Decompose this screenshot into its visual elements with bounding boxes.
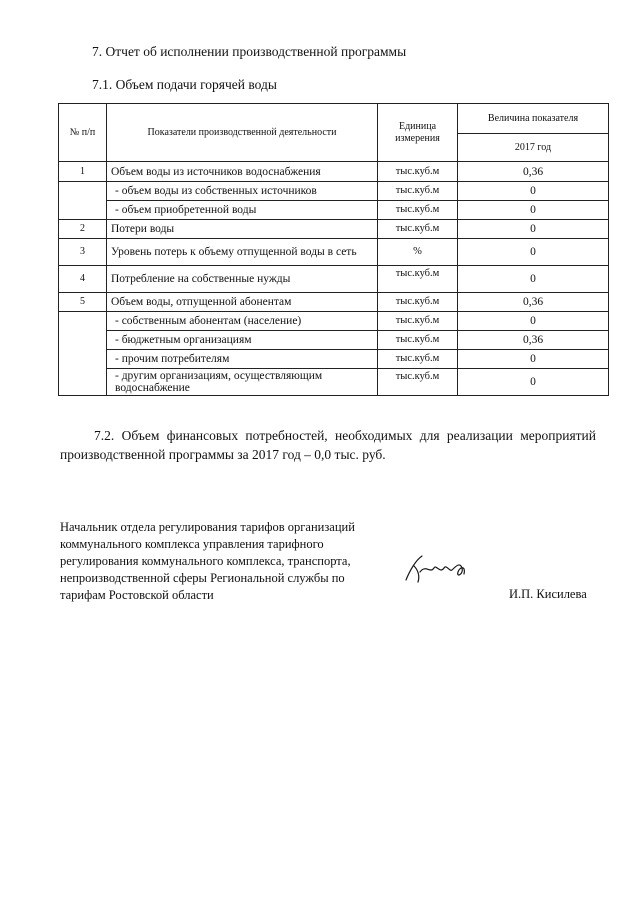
row-value: 0,36 [458, 331, 609, 350]
signatory-position [60, 519, 390, 604]
subsection-heading: 7.1. Объем подачи горячей воды [92, 77, 277, 92]
signatory-line: коммунального комплекса управления тарифного [60, 537, 324, 551]
row-unit: тыс.куб.м [378, 220, 458, 239]
section-heading: 7. Отчет об исполнении производственной программы [92, 44, 407, 59]
row-number: 5 [59, 293, 107, 312]
row-number-empty [59, 182, 107, 220]
row-unit: тыс.куб.м [378, 331, 458, 350]
row-unit: тыс.куб.м [378, 369, 458, 396]
signatory-line: тарифам Ростовской области [60, 588, 214, 602]
row-unit: тыс.куб.м [378, 182, 458, 201]
row-unit: тыс.куб.м [378, 312, 458, 331]
row-value: 0 [458, 369, 609, 396]
row-unit: тыс.куб.м [378, 266, 458, 293]
header-value: Величина показателя [458, 104, 609, 134]
row-unit: тыс.куб.м [378, 350, 458, 369]
header-indicator: Показатели производственной деятельности [107, 104, 378, 162]
row-indicator: Потребление на собственные нужды [107, 266, 378, 293]
row-value: 0 [458, 239, 609, 266]
table-row [59, 182, 609, 201]
financial-needs-paragraph: 7.2. Объем финансовых потребностей, необходимых для реализации мероприятий производственной программы за 2017 год – 0,0 тыс. руб. [60, 428, 596, 462]
row-indicator: Потери воды [107, 220, 378, 239]
row-unit: % [378, 239, 458, 266]
row-value: 0 [458, 266, 609, 293]
table-row [59, 239, 609, 266]
header-year: 2017 год [458, 134, 609, 162]
header-unit: Единица измерения [378, 104, 458, 162]
row-indicator: Объем воды, отпущенной абонентам [107, 293, 378, 312]
row-number: 2 [59, 220, 107, 239]
row-number-empty [59, 312, 107, 396]
row-indicator: - прочим потребителям [107, 350, 378, 369]
row-indicator: - другим организациям, осуществляющим водоснабжение [107, 369, 378, 396]
row-indicator: - объем приобретенной воды [107, 201, 378, 220]
row-value: 0 [458, 312, 609, 331]
signatory-line: Начальник отдела регулирования тарифов организаций [60, 520, 355, 534]
row-value: 0,36 [458, 162, 609, 182]
table-row [59, 201, 609, 220]
row-unit: тыс.куб.м [378, 293, 458, 312]
table-row [59, 293, 609, 312]
row-value: 0,36 [458, 293, 609, 312]
hot-water-table [58, 103, 609, 396]
signatory-name: И.П. Кисилева [509, 587, 587, 601]
row-number: 1 [59, 162, 107, 182]
table-row [59, 266, 609, 293]
row-number: 3 [59, 239, 107, 266]
table-row [59, 350, 609, 369]
table-row [59, 220, 609, 239]
table-row [59, 312, 609, 331]
row-value: 0 [458, 201, 609, 220]
row-indicator: Объем воды из источников водоснабжения [107, 162, 378, 182]
signatory-line: регулирования коммунального комплекса, транспорта, [60, 554, 351, 568]
row-unit: тыс.куб.м [378, 162, 458, 182]
row-indicator: - объем воды из собственных источников [107, 182, 378, 201]
row-indicator: - бюджетным организациям [107, 331, 378, 350]
row-indicator: Уровень потерь к объему отпущенной воды в сеть [107, 239, 378, 266]
row-value: 0 [458, 182, 609, 201]
table-row [59, 162, 609, 182]
header-num: № п/п [59, 104, 107, 162]
table-row [59, 369, 609, 396]
row-unit: тыс.куб.м [378, 201, 458, 220]
row-value: 0 [458, 350, 609, 369]
signatory-line: непроизводственной сферы Региональной службы по [60, 571, 345, 585]
table-row [59, 331, 609, 350]
row-indicator: - собственным абонентам (население) [107, 312, 378, 331]
row-number: 4 [59, 266, 107, 293]
handwritten-signature [400, 552, 472, 588]
row-value: 0 [458, 220, 609, 239]
